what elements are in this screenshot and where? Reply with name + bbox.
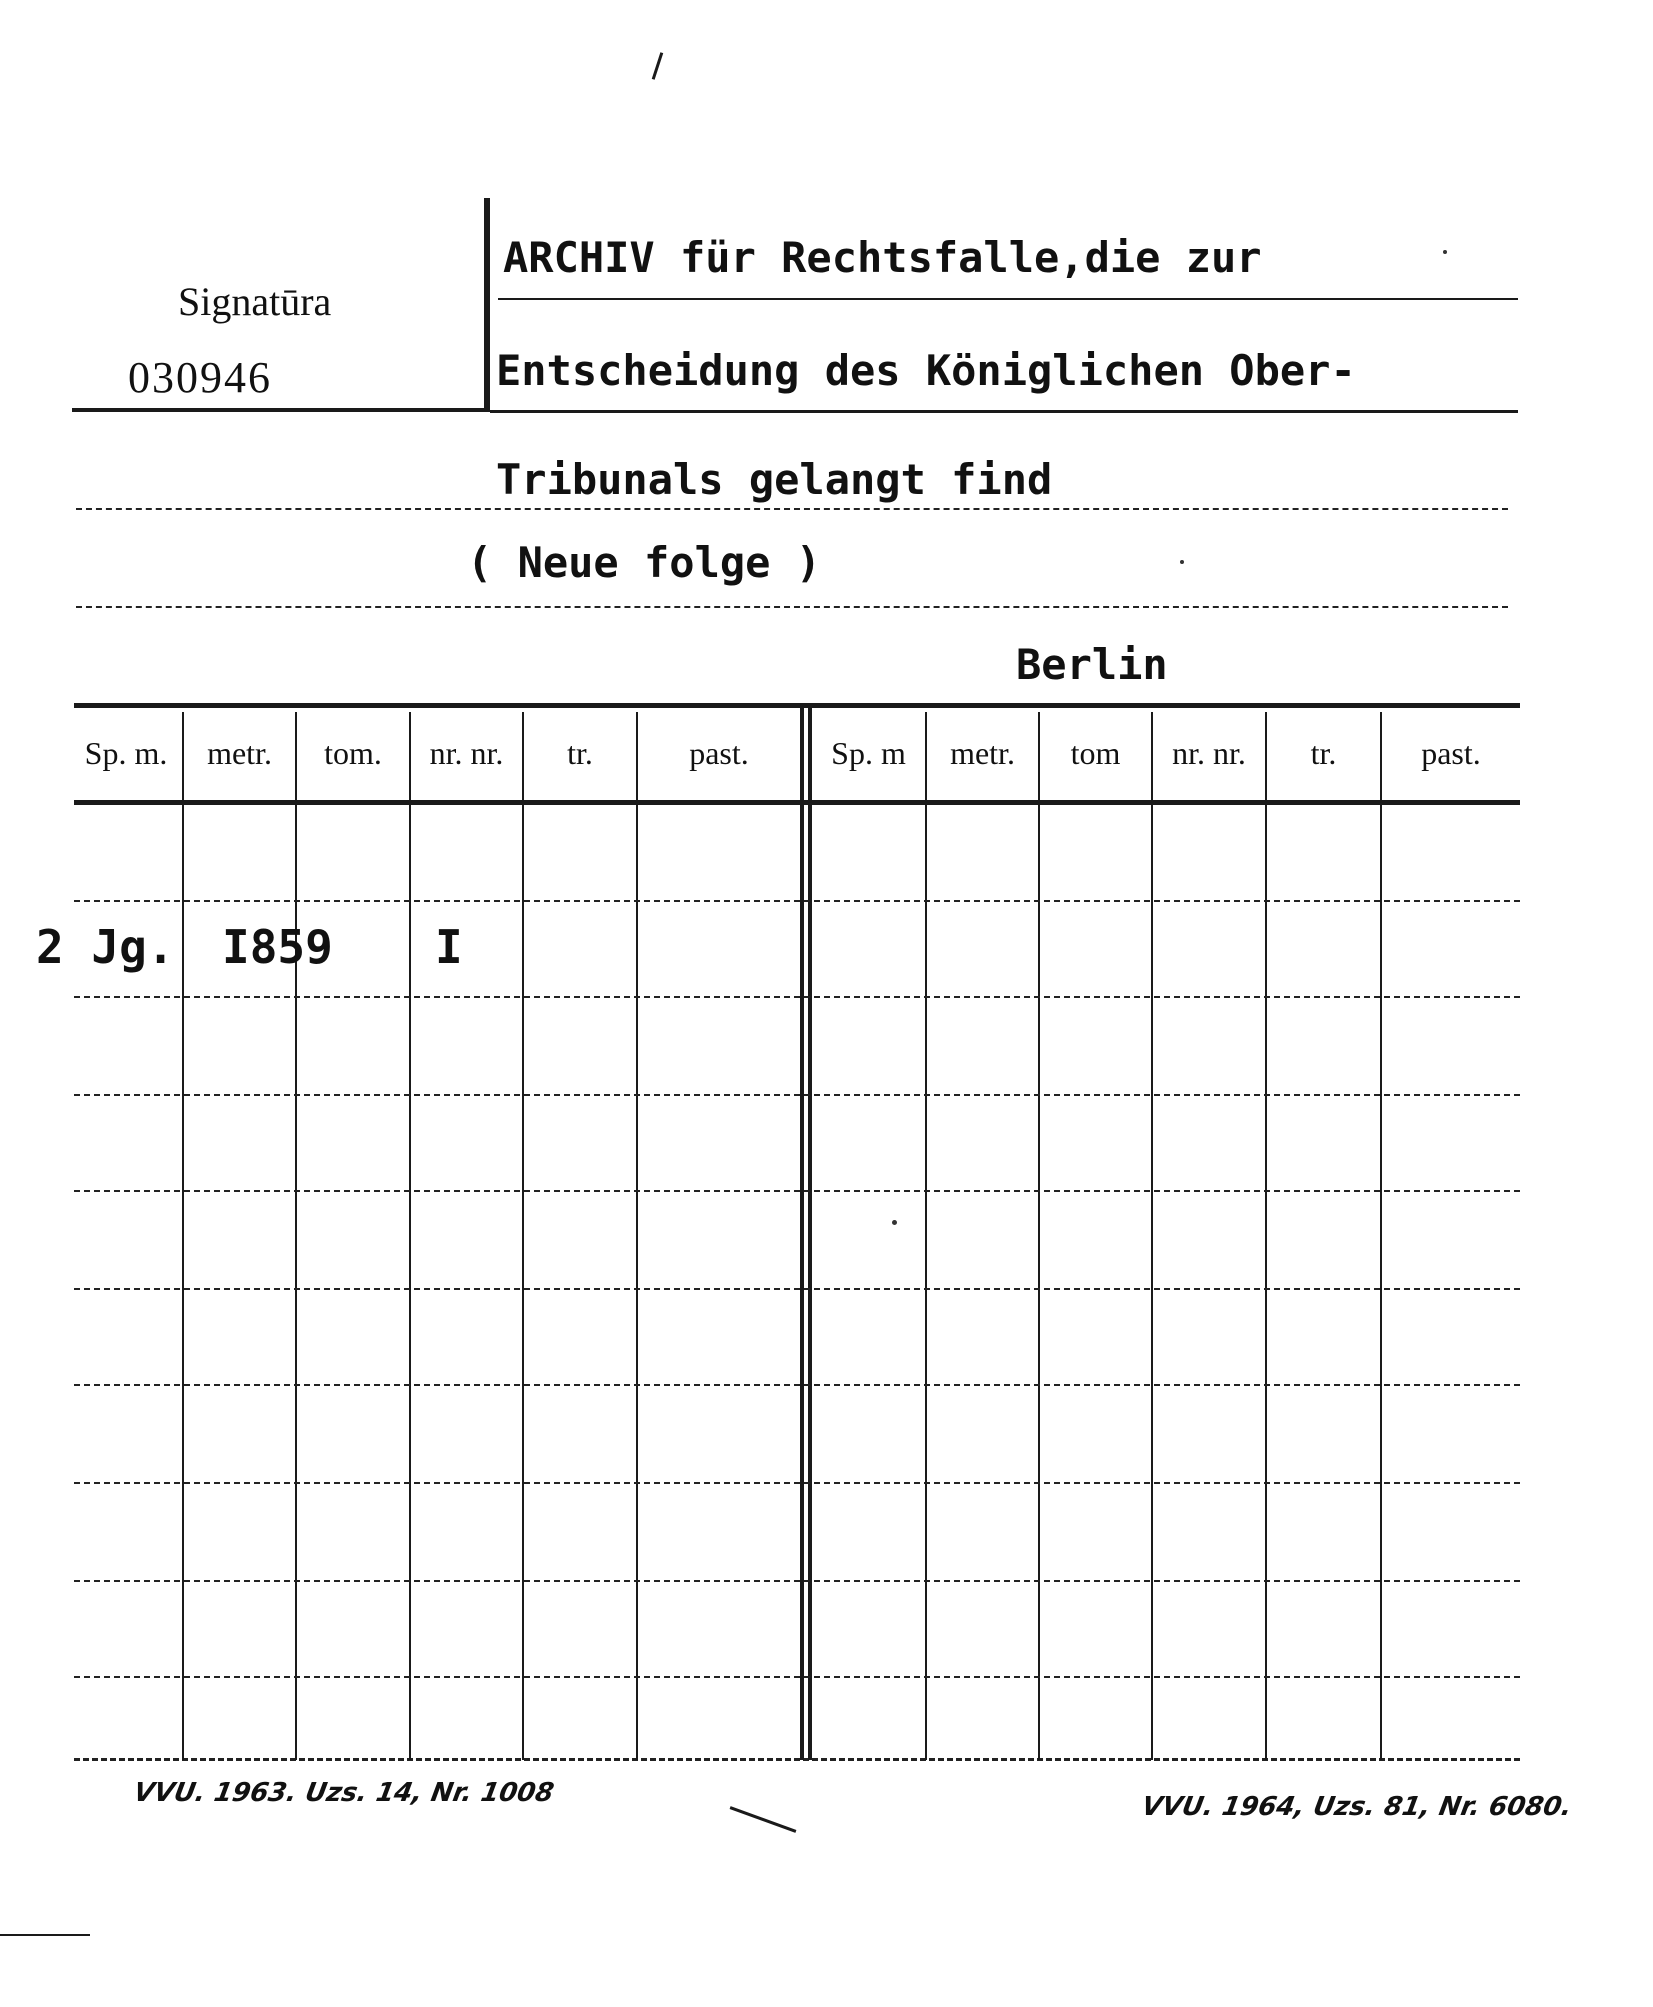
col-divider [409, 712, 411, 1760]
row-rule [74, 1384, 1520, 1386]
col-divider [1380, 712, 1382, 1760]
col-divider [1265, 712, 1267, 1760]
place-label: Berlin [1016, 640, 1168, 689]
scan-mark [0, 1934, 90, 1936]
title-line-3: Tribunals gelangt find [496, 455, 1053, 504]
title-rule-1 [498, 298, 1518, 300]
row-rule [74, 1094, 1520, 1096]
col-divider [1038, 712, 1040, 1760]
scan-speck [892, 1220, 897, 1225]
title-line-4: ( Neue folge ) [467, 538, 822, 587]
signature-underline [72, 408, 484, 412]
col-header-tom: tom [1070, 735, 1121, 771]
col-divider [182, 712, 184, 1760]
header-vertical-divider [484, 198, 490, 412]
col-divider [636, 712, 638, 1760]
signature-value: 030946 [128, 353, 272, 402]
scan-speck [1443, 250, 1447, 254]
footer-note-left: VVU. 1963. Uzs. 14, Nr. 1008 [131, 1778, 557, 1808]
row-rule [74, 1580, 1520, 1582]
table-bottom-rule [74, 1758, 1520, 1761]
col-header-past: past. [689, 735, 749, 771]
col-header-sp-m: Sp. m. [84, 735, 168, 771]
row-rule [74, 1676, 1520, 1678]
scan-mark [652, 52, 664, 80]
col-header-metr: metr. [950, 735, 1015, 771]
col-header-tom: tom. [324, 735, 382, 771]
table-center-divider-2 [808, 708, 812, 1760]
table-cell-tom: I [435, 920, 463, 974]
col-divider [1151, 712, 1153, 1760]
col-header-nr-nr: nr. nr. [429, 735, 504, 771]
col-header-tr: tr. [567, 735, 593, 771]
row-rule [74, 1288, 1520, 1290]
title-rule-4 [76, 606, 1508, 608]
scan-speck [1180, 560, 1184, 564]
col-header-nr-nr: nr. nr. [1172, 735, 1246, 771]
title-line-2: Entscheidung des Königlichen Ober- [496, 346, 1356, 395]
col-header-sp-m: Sp. m [831, 735, 906, 771]
title-line-1: ARCHIV für Rechtsfalle,die zur [503, 233, 1262, 282]
table-cell-metr: I859 [222, 920, 333, 974]
col-divider [295, 712, 297, 1760]
title-rule-3 [76, 508, 1508, 510]
col-header-past: past. [1421, 735, 1481, 771]
row-rule [74, 900, 1520, 902]
scan-mark [730, 1806, 797, 1833]
table-header-rule [74, 800, 1520, 805]
table-cell-sp-m: 2 Jg. [36, 920, 175, 974]
row-rule [74, 996, 1520, 998]
row-rule [74, 1190, 1520, 1192]
signature-label: Signatūra [178, 279, 332, 324]
col-divider [522, 712, 524, 1760]
row-rule [74, 1482, 1520, 1484]
col-header-tr: tr. [1310, 735, 1337, 771]
footer-note-right: VVU. 1964, Uzs. 81, Nr. 6080. [1139, 1792, 1575, 1822]
title-rule-2 [490, 410, 1518, 413]
table-top-rule [74, 703, 1520, 708]
col-divider [925, 712, 927, 1760]
col-header-metr: metr. [207, 735, 272, 771]
table-center-divider [800, 708, 804, 1760]
